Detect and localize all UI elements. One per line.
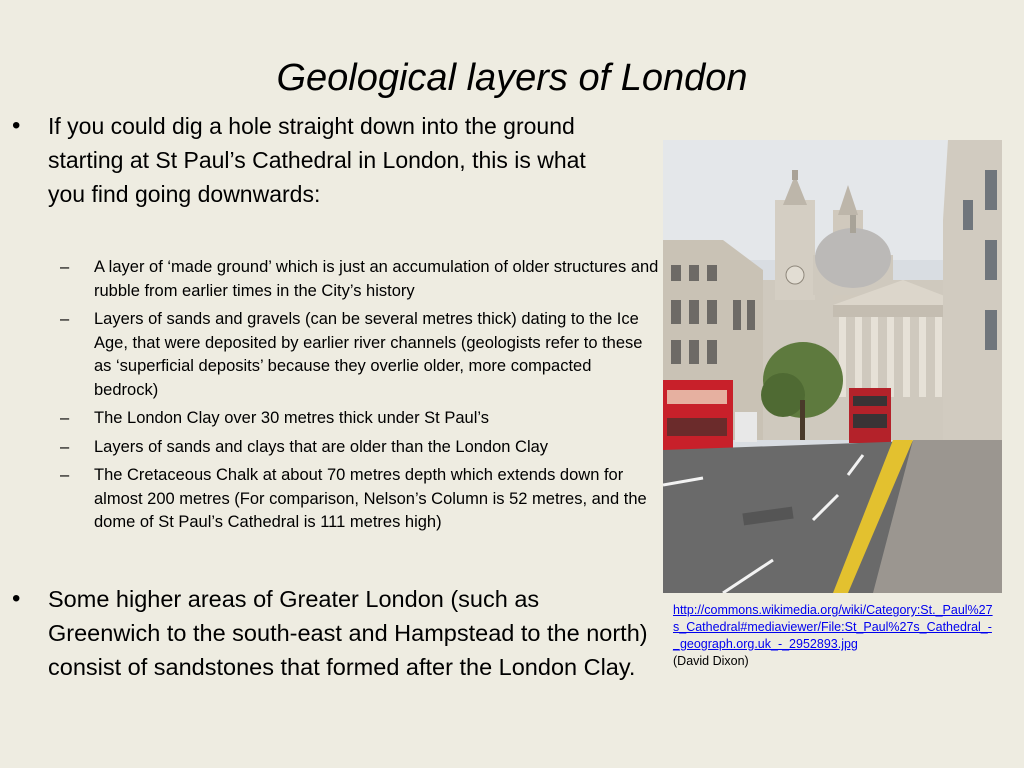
- bullet-intro-text: If you could dig a hole straight down into the ground starting at St Paul’s Cathedral in London, this is what you find going downwards:: [48, 113, 586, 207]
- image-source-link[interactable]: http://commons.wikimedia.org/wiki/Category:St._Paul%27s_Cathedral#mediaviewer/File:St_Paul%27s_Cathedral_-_geograph.org.uk_-_2952893.jpg: [673, 603, 993, 651]
- dash-marker: –: [60, 466, 70, 484]
- list-item: [60, 256, 660, 303]
- bullet-higher-areas-text: Some higher areas of Greater London (such as Greenwich to the south-east and Hampstead to the north) consist of sandstones that formed after the London Clay.: [48, 586, 648, 680]
- bullet-intro: [10, 109, 610, 211]
- list-item: [60, 308, 660, 402]
- dash-marker: –: [60, 437, 70, 456]
- dash-marker: –: [60, 310, 70, 328]
- bullet-marker: •: [12, 585, 21, 612]
- slide-title: Geological layers of London: [276, 57, 748, 99]
- list-item-text: The London Clay over 30 metres thick under St Paul’s: [94, 409, 489, 427]
- list-item: [60, 464, 660, 535]
- dash-marker: –: [60, 258, 70, 276]
- image-caption: [673, 602, 993, 670]
- image-credit: (David Dixon): [673, 654, 749, 668]
- list-item: [60, 407, 660, 431]
- list-item-text: Layers of sands and clays that are older than the London Clay: [94, 437, 549, 456]
- list-item: [60, 436, 660, 460]
- bullet-higher-areas: [10, 582, 650, 684]
- list-item-text: Layers of sands and gravels (can be several metres thick) dating to the Ice Age, that were deposited by earlier river channels (geologists refer to these as ‘superficial deposits’ because they overlie older, more compacted bedrock): [94, 310, 643, 399]
- dash-marker: –: [60, 409, 70, 427]
- st-pauls-photo: [663, 140, 1002, 593]
- list-item-text: The Cretaceous Chalk at about 70 metres depth which extends down for almost 200 metres (For comparison, Nelson’s Column is 52 metres, and the dome of St Paul’s Cathedral is 111 metres high): [94, 466, 647, 531]
- bullet-marker: •: [12, 112, 21, 139]
- layer-list: [60, 256, 660, 540]
- list-item-text: A layer of ‘made ground’ which is just an accumulation of older structures and rubble from earlier times in the City’s history: [94, 258, 659, 300]
